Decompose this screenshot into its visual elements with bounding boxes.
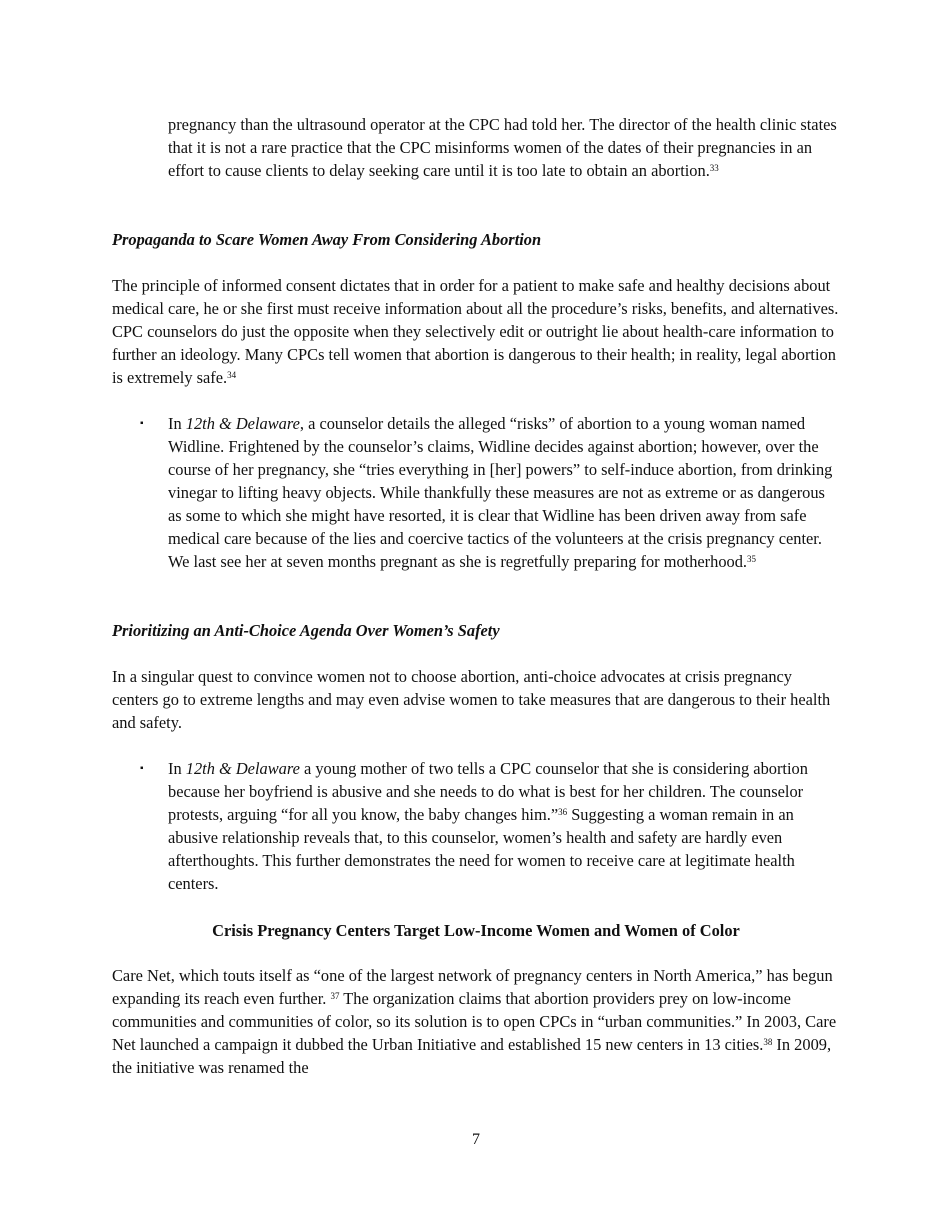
bullet-lead: In [168, 759, 186, 778]
section-heading-prioritizing: Prioritizing an Anti-Choice Agenda Over Women’s Safety [112, 621, 500, 640]
footnote-ref-37[interactable]: 37 [330, 991, 340, 1001]
continuation-paragraph [168, 113, 840, 182]
abusive-bullet-text-b: Suggesting a woman remain in an abusive relationship reveals that, to this counselor, women’s health and safety are hardly even afterthoughts. This further demonstrates the need for women to receive care at legitimate health centers. [168, 805, 795, 893]
page-number: 7 [472, 1131, 480, 1148]
section-heading-propaganda: Propaganda to Scare Women Away From Considering Abortion [112, 230, 542, 249]
bullet-lead: In [168, 414, 186, 433]
care-net-text-c: In 2009, the initiative was renamed the [112, 1035, 832, 1077]
widline-bullet-item [168, 412, 840, 573]
care-net-paragraph [112, 964, 840, 1079]
bullet-marker: ▪ [140, 418, 144, 429]
film-title: 12th & Delaware [185, 414, 300, 433]
care-net-text-a: Care Net, which touts itself as “one of the largest network of pregnancy centers in North America,” has begun expanding its reach even further. [112, 966, 833, 1008]
footnote-ref-38[interactable]: 38 [763, 1037, 773, 1047]
informed-consent-paragraph [112, 274, 840, 389]
care-net-text-b: The organization claims that abortion providers prey on low-income communities and communities of color, so its solution is to open CPCs in “urban communities.” In 2003, Care Net launched a campaign it dubbed the Urban Initiative and established 15 new centers in 13 cities. [112, 989, 837, 1054]
singular-quest-paragraph: In a singular quest to convince women not to choose abortion, anti-choice advocates at crisis pregnancy centers go to extreme lengths and may even advise women to take measures that are dangerous to their health and safety. [112, 667, 831, 732]
footnote-ref-36[interactable]: 36 [558, 807, 568, 817]
informed-consent-text: The principle of informed consent dictates that in order for a patient to make safe and healthy decisions about medical care, he or she first must receive information about all the procedure’s risks, benefits, and alternatives. CPC counselors do just the opposite when they selectively edit or outright lie about health-care information to further an ideology. Many CPCs tell women that abortion is dangerous to their health; in reality, legal abortion is extremely safe. [112, 276, 839, 387]
abusive-bullet-text-a: a young mother of two tells a CPC counselor that she is considering abortion because her boyfriend is abusive and she needs to do what is best for her children. The counselor protests, arguing “for all you know, the baby changes him.” [168, 759, 808, 824]
footnote-ref-35[interactable]: 35 [747, 554, 757, 564]
abusive-boyfriend-bullet-item [168, 757, 840, 895]
film-title: 12th & Delaware [185, 759, 300, 778]
bullet-marker: ▪ [140, 763, 144, 774]
continuation-text: pregnancy than the ultrasound operator at the CPC had told her. The director of the health clinic states that it is not a rare practice that the CPC misinforms women of the dates of their pregnancies in an effort to cause clients to delay seeking care until it is too late to obtain an abortion. [168, 115, 837, 180]
section-heading-crisis-centers: Crisis Pregnancy Centers Target Low-Income Women and Women of Color [212, 921, 740, 940]
footnote-ref-33[interactable]: 33 [709, 163, 719, 173]
footnote-ref-34[interactable]: 34 [227, 370, 237, 380]
widline-bullet-text: , a counselor details the alleged “risks” of abortion to a young woman named Widline. Frightened by the counselor’s claims, Widline decides against abortion; however, over the course of her pregnancy, she “tries everything in [her] powers” to self-induce abortion, from drinking vinegar to lifting heavy objects. While thankfully these measures are not as extreme or as dangerous as some to which she might have resorted, it is clear that Widline has been driven away from safe medical care because of the lies and coercive tactics of the volunteers at the crisis pregnancy center. We last see her at seven months pregnant as she is regretfully preparing for motherhood. [168, 414, 833, 571]
